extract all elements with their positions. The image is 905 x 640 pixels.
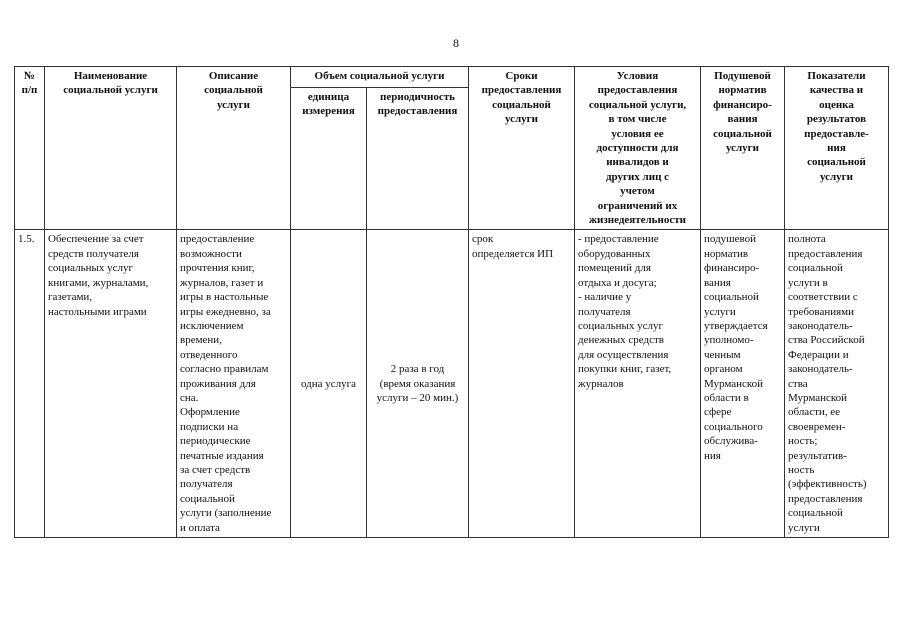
page-number: 8 [453,36,459,50]
row-unit: одна услуга [291,230,367,538]
row-quality-indicators: полнота предоставления социальной услуги в соответствии с требованиями законодатель- ства Российской Федерации и законодатель- ства Мурманской области, ее своевремен- ность; результатив- ность (эффективность) предоставления социальной услуги [785,230,889,538]
header-unit: единица измерения [291,88,367,230]
header-periodicity: периодичность предоставления [367,88,469,230]
header-service-name: Наименование социальной услуги [45,67,177,230]
header-terms: Сроки предоставления социальной услуги [469,67,575,230]
header-quality-indicators: Показатели качества и оценка результатов предоставле- ния социальной услуги [785,67,889,230]
header-service-description: Описание социальной услуги [177,67,291,230]
header-num: № п/п [15,67,45,230]
header-service-volume: Объем социальной услуги [291,67,469,88]
header-financing-norm: Подушевой норматив финансиро- вания социальной услуги [701,67,785,230]
social-service-table [14,66,889,538]
row-financing-norm: подушевой норматив финансиро- вания социальной услуги утверждается уполномо- ченным органом Мурманской области в сфере социального обслужива- ния [701,230,785,538]
row-service-name: Обеспечение за счет средств получателя социальных услуг книгами, журналами, газетами, настольными играми [45,230,177,538]
header-row-top [15,67,889,88]
row-conditions: - предоставление оборудованных помещений для отдыха и досуга; - наличие у получателя социальных услуг денежных средств для осуществления покупки книг, газет, журналов [575,230,701,538]
row-periodicity: 2 раза в год (время оказания услуги – 20 мин.) [367,230,469,538]
table-row [15,230,889,538]
row-service-description: предоставление возможности прочтения книг, журналов, газет и игры в настольные игры ежедневно, за исключением времени, отведенного согласно правилам проживания для сна. Оформление подписки на периодические печатные издания за счет средств получателя социальной услуги (заполнение и оплата [177,230,291,538]
row-num: 1.5. [15,230,45,538]
row-terms: срок определяется ИП [469,230,575,538]
header-conditions: Условия предоставления социальной услуги, в том числе условия ее доступности для инвалидов и других лиц с учетом ограничений их жизнедеятельности [575,67,701,230]
